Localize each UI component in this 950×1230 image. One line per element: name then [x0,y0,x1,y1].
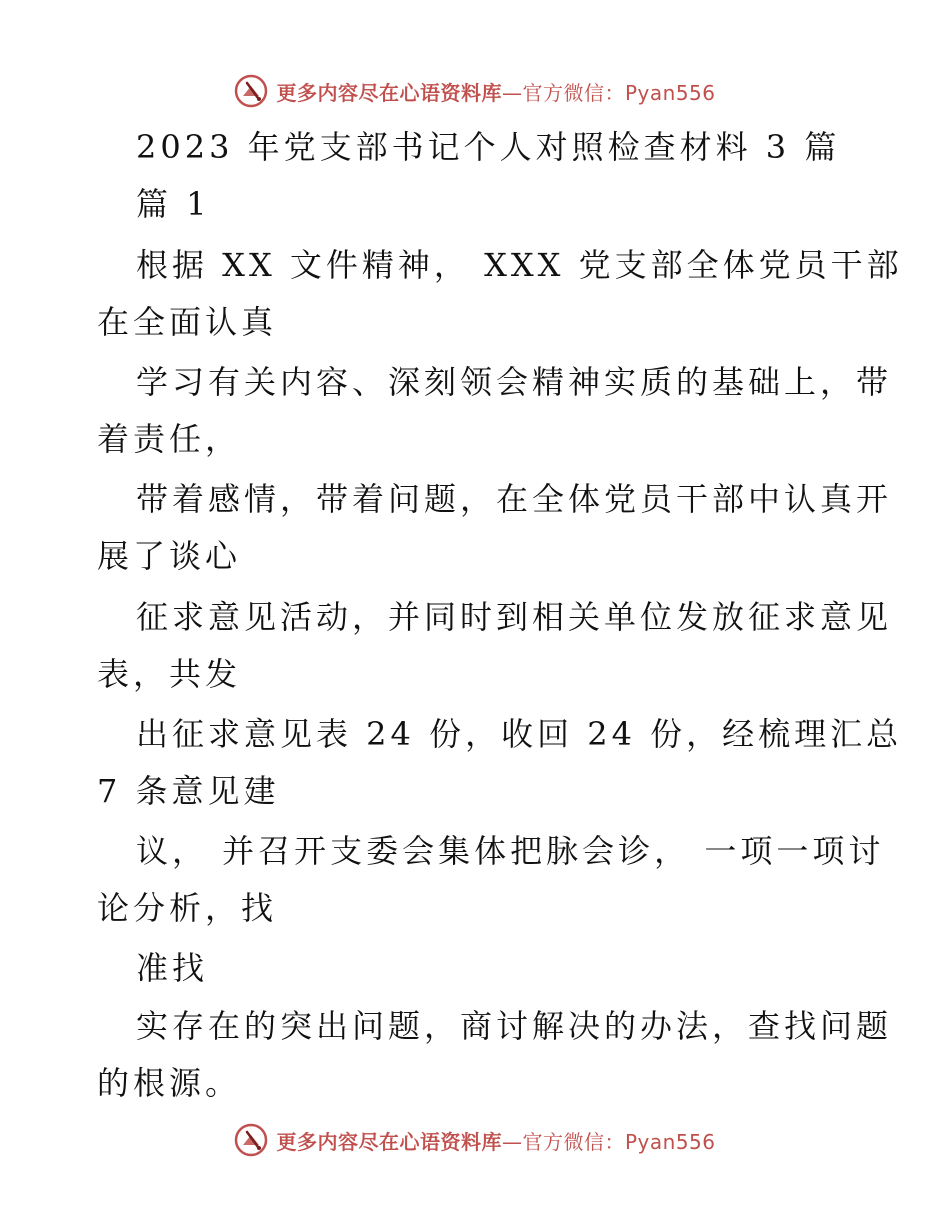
watermark-dash: — [501,1129,523,1154]
watermark-wechat-label: 官方微信： [522,1129,625,1154]
document-title: 2023 年党支部书记个人对照检查材料 3 篇 [136,128,841,166]
paragraph-line: 表，共发 [97,655,242,693]
section-heading: 篇 1 [136,185,211,223]
watermark-brand: 更多内容尽在心语资料库 [276,1129,502,1154]
paragraph-line: 论分析，找 [97,889,278,927]
paragraph-line: 出征求意见表 24 份，收回 24 份，经梳理汇总 [136,715,903,753]
watermark-dash: — [501,80,523,105]
paragraph-line: 议， 并召开支委会集体把脉会诊， 一项一项讨 [136,832,885,870]
paragraph-line: 带着感情，带着问题，在全体党员干部中认真开 [136,480,893,518]
paragraph-line: 展了谈心 [97,537,242,575]
footer-watermark [0,1118,950,1162]
paragraph-line: 学习有关内容、深刻领会精神实质的基础上，带 [136,363,893,401]
paragraph-line: 征求意见活动，并同时到相关单位发放征求意见 [136,598,893,636]
paragraph-line: 7 条意见建 [97,772,280,810]
book-pen-logo-icon [234,1123,268,1157]
watermark-wechat-id: Pyan556 [624,1129,716,1154]
watermark-wechat-label: 官方微信： [522,80,625,105]
watermark-brand: 更多内容尽在心语资料库 [276,80,502,105]
paragraph-line: 的根源。 [97,1064,242,1102]
paragraph-line: 着责任， [97,420,242,458]
watermark-wechat-id: Pyan556 [624,80,716,105]
watermark-text [276,1126,715,1155]
paragraph-line: 根据 XX 文件精神， XXX 党支部全体党员干部 [136,246,903,284]
paragraph-line: 实存在的突出问题，商讨解决的办法，查找问题 [136,1007,893,1045]
paragraph-line: 在全面认真 [97,303,278,341]
paragraph-line: 准找 [136,949,209,987]
